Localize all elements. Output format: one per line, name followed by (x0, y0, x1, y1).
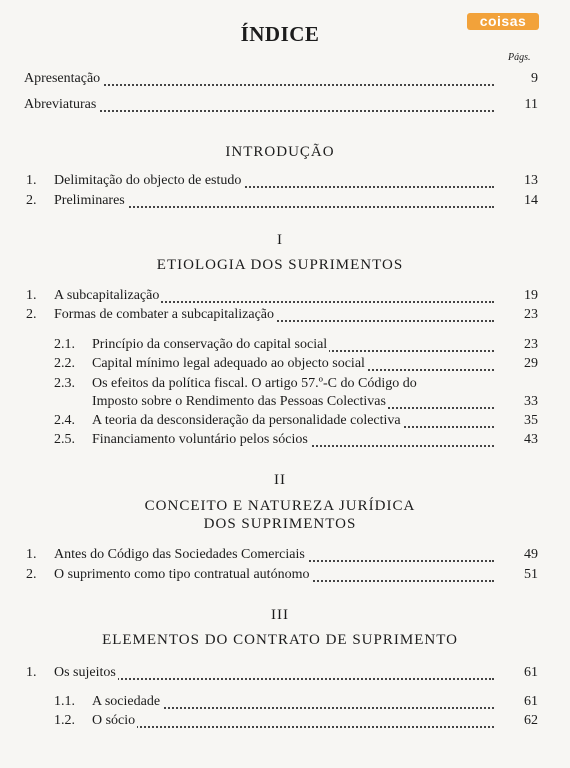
toc-entry-label: Princípio da conservação do capital social (92, 337, 328, 352)
toc-entry (0, 287, 560, 305)
toc-entry-label: Abreviaturas (24, 97, 97, 112)
toc-subentry (0, 693, 560, 711)
toc-entry (0, 306, 560, 324)
section-heading: ETIOLOGIA DOS SUPRIMENTOS (156, 257, 404, 273)
toc-entry-page: 23 (524, 337, 538, 352)
section-heading: CONCEITO E NATUREZA JURÍDICA (144, 498, 416, 514)
toc-entry-page: 43 (524, 432, 538, 447)
toc-entry-number: 2. (26, 193, 37, 208)
pages-column-label: Págs. (508, 52, 531, 63)
toc-entry-label: Financiamento voluntário pelos sócios (92, 432, 308, 447)
toc-entry-page: 13 (524, 173, 538, 188)
toc-entry (0, 172, 560, 190)
toc-entry-label: Delimitação do objecto de estudo (54, 173, 242, 188)
toc-entry-number: 2. (26, 307, 37, 322)
toc-entry-label-line2: Imposto sobre o Rendimento das Pessoas Colectivas (92, 394, 386, 409)
toc-entry-page: 19 (524, 288, 538, 303)
toc-entry-number: 1.1. (54, 694, 75, 709)
page-title: ÍNDICE (240, 22, 320, 46)
toc-subentry (0, 336, 560, 354)
toc-entry-page: 11 (524, 97, 538, 112)
toc-entry (0, 192, 560, 210)
toc-entry (0, 566, 560, 584)
toc-entry-page: 51 (524, 567, 538, 582)
toc-entry-number: 1.2. (54, 713, 75, 728)
toc-entry-page: 61 (524, 665, 538, 680)
toc-entry-label: Formas de combater a subcapitalização (54, 307, 275, 322)
coisas-logo: coisas (467, 13, 539, 30)
toc-entry-number: 2.5. (54, 432, 75, 447)
toc-entry-page: 23 (524, 307, 538, 322)
part-numeral: III (271, 607, 289, 623)
toc-subentry (0, 412, 560, 430)
dot-leader (54, 676, 494, 680)
toc-entry-number: 2.1. (54, 337, 75, 352)
toc-entry-page: 14 (524, 193, 538, 208)
toc-entry-number: 2.4. (54, 413, 75, 428)
section-heading-line2: DOS SUPRIMENTOS (203, 516, 357, 532)
toc-entry-page: 35 (524, 413, 538, 428)
toc-entry-page: 33 (524, 394, 538, 409)
toc-entry-page: 9 (531, 71, 538, 86)
section-heading: ELEMENTOS DO CONTRATO DE SUPRIMENTO (102, 632, 458, 648)
toc-subentry-continued (0, 393, 560, 411)
toc-entry-number: 1. (26, 547, 37, 562)
toc-entry-label: A teoria da desconsideração da personalidade colectiva (92, 413, 401, 428)
toc-entry-label: A sociedade (92, 694, 161, 709)
toc-entry (0, 70, 560, 88)
toc-entry (0, 664, 560, 682)
toc-subentry (0, 375, 560, 393)
toc-entry-page: 49 (524, 547, 538, 562)
toc-subentry (0, 431, 560, 449)
toc-subentry (0, 355, 560, 373)
part-numeral: II (274, 472, 286, 488)
toc-entry-number: 1. (26, 288, 37, 303)
toc-entry-label: Antes do Código das Sociedades Comerciais (54, 547, 305, 562)
toc-entry-page: 62 (524, 713, 538, 728)
section-heading: INTRODUÇÃO (225, 144, 335, 160)
toc-subentry (0, 712, 560, 730)
toc-entry-label: Os sujeitos (54, 665, 116, 680)
toc-entry-label: O suprimento como tipo contratual autónomo (54, 567, 310, 582)
toc-entry-label-line1: Os efeitos da política fiscal. O artigo 57.º-C do Código do (92, 376, 417, 391)
toc-entry-label: Capital mínimo legal adequado ao objecto social (92, 356, 365, 371)
toc-entry-page: 29 (524, 356, 538, 371)
toc-entry-number: 1. (26, 665, 37, 680)
dot-leader (92, 724, 494, 728)
toc-entry (0, 96, 560, 114)
toc-entry-label: A subcapitalização (54, 288, 160, 303)
toc-entry-number: 2.2. (54, 356, 75, 371)
toc-entry-label: Apresentação (24, 71, 101, 86)
toc-entry-number: 1. (26, 173, 37, 188)
toc-entry-label: O sócio (92, 713, 136, 728)
toc-entry-number: 2.3. (54, 376, 75, 391)
toc-entry (0, 546, 560, 564)
part-numeral: I (277, 232, 283, 248)
toc-entry-number: 2. (26, 567, 37, 582)
toc-entry-page: 61 (524, 694, 538, 709)
toc-entry-label: Preliminares (54, 193, 125, 208)
